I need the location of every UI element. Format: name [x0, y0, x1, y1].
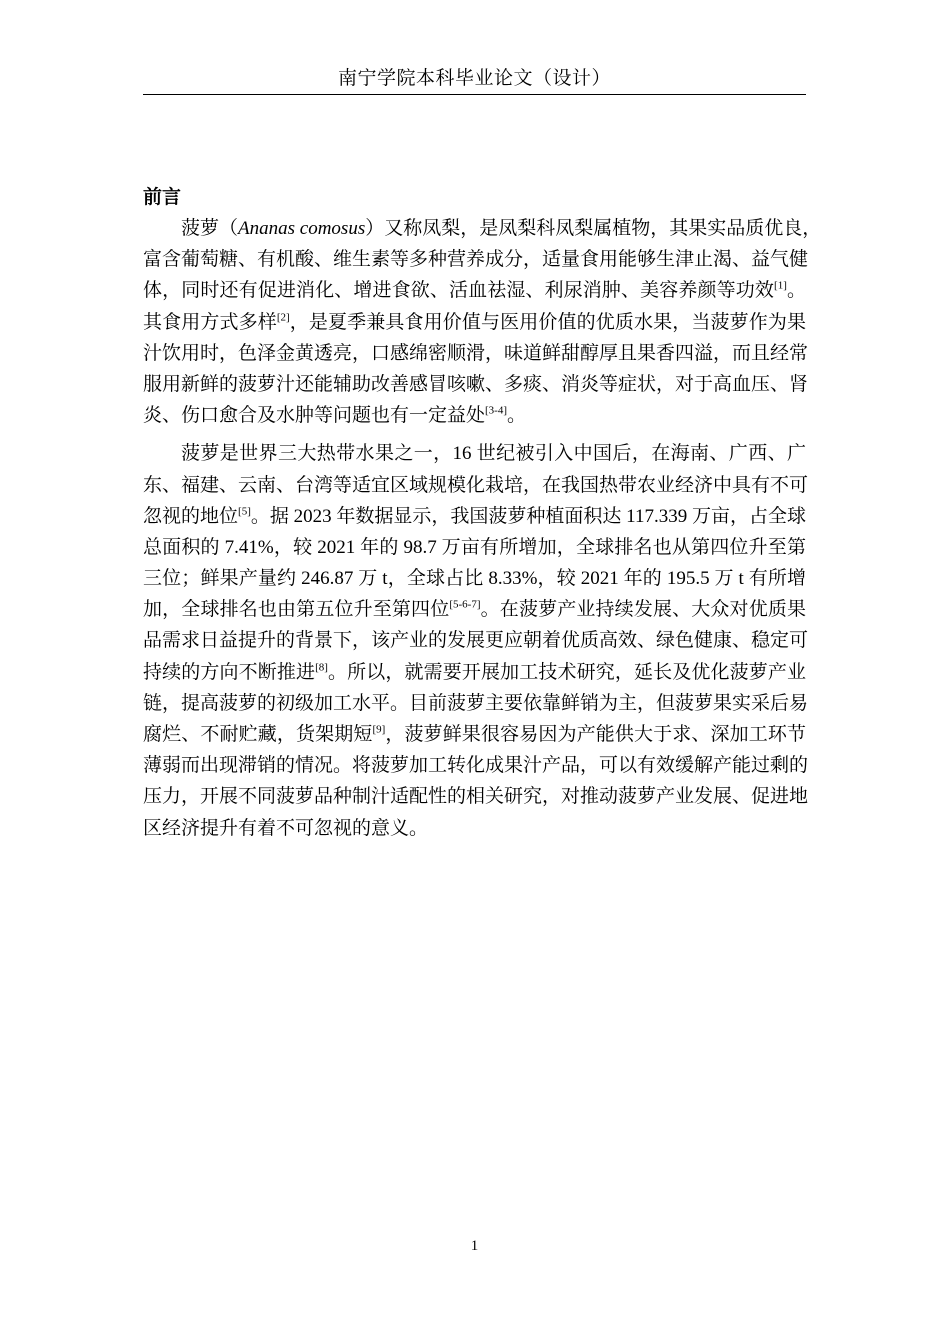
- citation-marker: [8]: [315, 661, 328, 674]
- text-line: 品需求日益提升的背景下，该产业的发展更应朝着优质高效、绿色健康、稳定可: [143, 630, 809, 652]
- text-line: 富含葡萄糖、有机酸、维生素等多种营养成分，适量食用能够生津止渴、益气健: [143, 249, 809, 271]
- text-line: 链，提高菠萝的初级加工水平。目前菠萝主要依靠鲜销为主，但菠萝果实采后易: [143, 692, 809, 714]
- paragraph-1: [143, 213, 822, 431]
- text-line: 总面积的 7.41%，较 2021 年的 98.7 万亩有所增加，全球排名也从第四位升至第: [143, 536, 806, 558]
- text-line: 压力，开展不同菠萝品种制汁适配性的相关研究，对推动菠萝产业发展、促进地: [143, 786, 809, 808]
- text-line: 汁饮用时，色泽金黄透亮，口感绵密顺滑，味道鲜甜醇厚且果香四溢，而且经常: [143, 342, 809, 364]
- text-line: 体，同时还有促进消化、增进食欲、活血祛湿、利尿消肿、美容养颜等功效[1]。: [143, 280, 806, 302]
- paragraph-spacer: [143, 431, 806, 438]
- page-number: 1: [470, 1238, 479, 1254]
- text-line: 东、福建、云南、台湾等适宜区域规模化栽培，在我国热带农业经济中具有不可: [143, 474, 809, 496]
- citation-marker: [2]: [276, 311, 290, 324]
- running-header-title: 南宁学院本科毕业论文（设计）: [337, 68, 611, 89]
- text-line: 区经济提升有着不可忽视的意义。: [143, 817, 429, 839]
- text-line: 其食用方式多样[2]，是夏季兼具食用价值与医用价值的优质水果，当菠萝作为果: [143, 311, 806, 333]
- species-name: Ananas comosus: [238, 218, 366, 239]
- citation-marker: [9]: [372, 723, 386, 736]
- citation-marker: [3-4]: [485, 404, 508, 417]
- text-line: 薄弱而出现滞销的情况。将菠萝加工转化成果汁产品，可以有效缓解产能过剩的: [143, 755, 809, 777]
- text-line: 腐烂、不耐贮藏，货架期短[9]，菠萝鲜果很容易因为产能供大于求、深加工环节: [143, 723, 806, 745]
- citation-marker: [5-6-7]: [449, 598, 481, 611]
- header-divider: [143, 94, 806, 95]
- body-text: [143, 213, 822, 844]
- text-line: 炎、伤口愈合及水肿等问题也有一定益处[3-4]。: [143, 404, 527, 427]
- citation-marker: [5]: [238, 505, 251, 518]
- section-heading: 前言: [143, 186, 182, 208]
- paragraph-2: [143, 438, 809, 843]
- text-line: 忽视的地位[5]。据 2023 年数据显示，我国菠萝种植面积达 117.339 万亩，占全球: [143, 505, 806, 527]
- text-line: 加，全球排名也由第五位升至第四位[5-6-7]。在菠萝产业持续发展、大众对优质果: [143, 598, 806, 621]
- citation-marker: [1]: [774, 280, 787, 293]
- text-line: 持续的方向不断推进[8]。所以，就需要开展加工技术研究，延长及优化菠萝产业: [143, 661, 806, 683]
- text-line: 三位；鲜果产量约 246.87 万 t，全球占比 8.33%，较 2021 年的 195.5 万 t 有所增: [143, 568, 806, 590]
- text-line: 服用新鲜的菠萝汁还能辅助改善感冒咳嗽、多痰、消炎等症状，对于高血压、肾: [143, 373, 809, 395]
- text-line: 菠萝（Ananas comosus）又称凤梨，是凤梨科凤梨属植物，其果实品质优良，: [181, 218, 822, 239]
- text-line: 菠萝是世界三大热带水果之一，16 世纪被引入中国后，在海南、广西、广: [181, 443, 806, 465]
